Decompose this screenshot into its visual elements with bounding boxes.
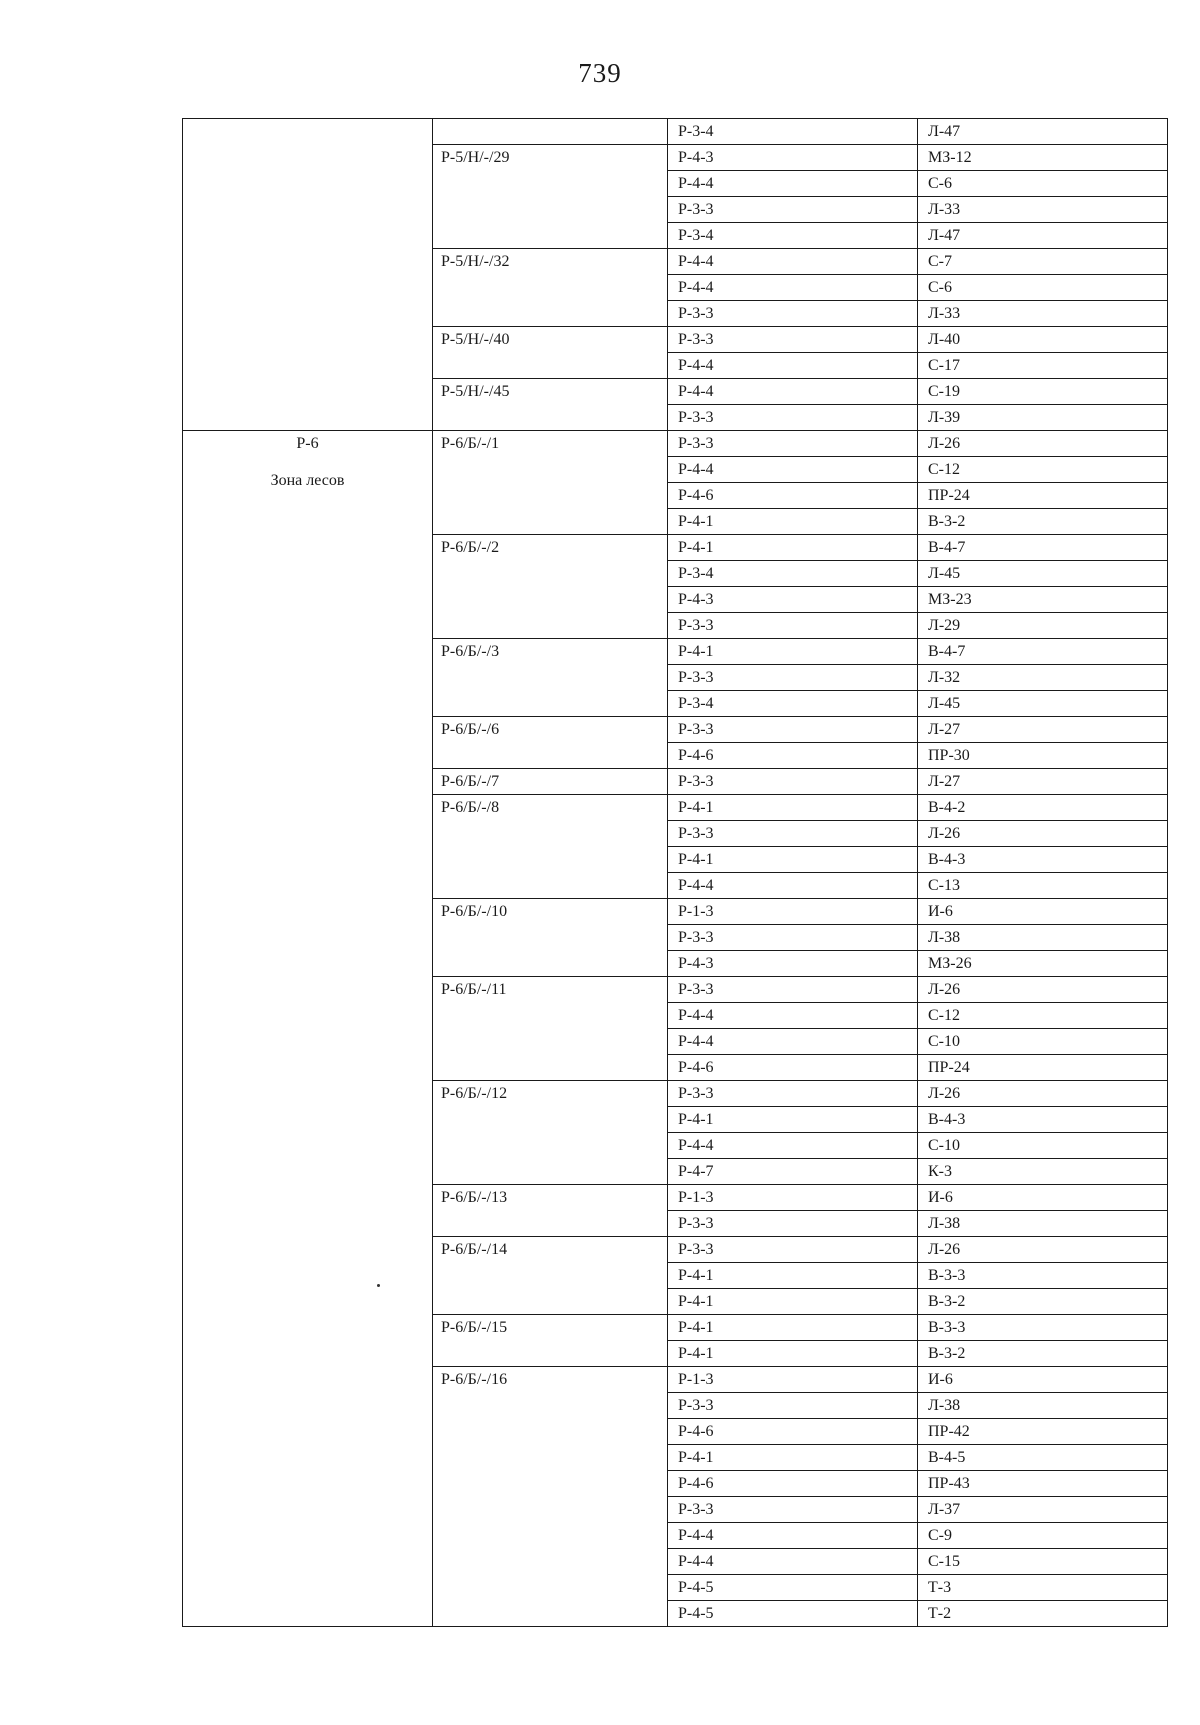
variant-code-cell: С-9	[918, 1523, 1168, 1549]
subtype-code-cell: Р-4-3	[668, 145, 918, 171]
group-code-cell: Р-6/Б/-/12	[433, 1081, 668, 1185]
subtype-code-cell: Р-3-3	[668, 405, 918, 431]
variant-code-cell: И-6	[918, 1367, 1168, 1393]
subtype-code-cell: Р-4-1	[668, 1445, 918, 1471]
variant-code-cell: Т-3	[918, 1575, 1168, 1601]
variant-code-cell: В-4-7	[918, 535, 1168, 561]
variant-code-cell: И-6	[918, 1185, 1168, 1211]
variant-code-cell: С-12	[918, 457, 1168, 483]
variant-code-cell: ПР-30	[918, 743, 1168, 769]
variant-code-cell: В-3-2	[918, 509, 1168, 535]
variant-code-cell: Л-26	[918, 821, 1168, 847]
variant-code-cell: С-17	[918, 353, 1168, 379]
subtype-code-cell: Р-3-3	[668, 665, 918, 691]
subtype-code-cell: Р-4-1	[668, 795, 918, 821]
variant-code-cell: Л-26	[918, 1237, 1168, 1263]
variant-code-cell: Л-32	[918, 665, 1168, 691]
subtype-code-cell: Р-4-4	[668, 379, 918, 405]
group-code-cell: Р-6/Б/-/15	[433, 1315, 668, 1367]
variant-code-cell: В-4-2	[918, 795, 1168, 821]
subtype-code-cell: Р-3-3	[668, 431, 918, 457]
group-code-cell: Р-5/Н/-/29	[433, 145, 668, 249]
variant-code-cell: В-4-7	[918, 639, 1168, 665]
variant-code-cell: Т-2	[918, 1601, 1168, 1627]
group-code-cell: Р-6/Б/-/3	[433, 639, 668, 717]
subtype-code-cell: Р-3-4	[668, 561, 918, 587]
variant-code-cell: В-4-3	[918, 1107, 1168, 1133]
scan-speck	[377, 1284, 380, 1287]
variant-code-cell: С-6	[918, 275, 1168, 301]
variant-code-cell: Л-33	[918, 301, 1168, 327]
subtype-code-cell: Р-4-4	[668, 873, 918, 899]
subtype-code-cell: Р-4-6	[668, 1419, 918, 1445]
group-code-cell: Р-6/Б/-/14	[433, 1237, 668, 1315]
variant-code-cell: С-10	[918, 1029, 1168, 1055]
subtype-code-cell: Р-4-6	[668, 1055, 918, 1081]
subtype-code-cell: Р-4-1	[668, 509, 918, 535]
group-code-cell: Р-6/Б/-/16	[433, 1367, 668, 1627]
subtype-code-cell: Р-3-3	[668, 327, 918, 353]
variant-code-cell: МЗ-23	[918, 587, 1168, 613]
group-code-cell: Р-6/Б/-/7	[433, 769, 668, 795]
subtype-code-cell: Р-3-3	[668, 977, 918, 1003]
subtype-code-cell: Р-4-4	[668, 1003, 918, 1029]
subtype-code-cell: Р-4-1	[668, 847, 918, 873]
variant-code-cell: Л-37	[918, 1497, 1168, 1523]
variant-code-cell: И-6	[918, 899, 1168, 925]
zone-name: Зона лесов	[270, 472, 345, 489]
subtype-code-cell: Р-3-3	[668, 1081, 918, 1107]
subtype-code-cell: Р-3-3	[668, 1393, 918, 1419]
subtype-code-cell: Р-3-3	[668, 769, 918, 795]
group-code-cell: Р-5/Н/-/45	[433, 379, 668, 431]
variant-code-cell: Л-26	[918, 977, 1168, 1003]
variant-code-cell: Л-47	[918, 119, 1168, 145]
group-code-cell: Р-6/Б/-/11	[433, 977, 668, 1081]
subtype-code-cell: Р-3-3	[668, 821, 918, 847]
table-row	[183, 119, 1168, 145]
variant-code-cell: Л-26	[918, 1081, 1168, 1107]
subtype-code-cell: Р-3-3	[668, 1211, 918, 1237]
subtype-code-cell: Р-4-1	[668, 1315, 918, 1341]
subtype-code-cell: Р-1-3	[668, 899, 918, 925]
subtype-code-cell: Р-3-4	[668, 119, 918, 145]
variant-code-cell: Л-38	[918, 1211, 1168, 1237]
variant-code-cell: Л-26	[918, 431, 1168, 457]
group-code-cell	[433, 119, 668, 145]
variant-code-cell: Л-38	[918, 1393, 1168, 1419]
variant-code-cell: Л-33	[918, 197, 1168, 223]
group-code-cell: Р-6/Б/-/6	[433, 717, 668, 769]
subtype-code-cell: Р-4-3	[668, 587, 918, 613]
subtype-code-cell: Р-4-1	[668, 535, 918, 561]
subtype-code-cell: Р-4-4	[668, 171, 918, 197]
variant-code-cell: МЗ-26	[918, 951, 1168, 977]
subtype-code-cell: Р-3-3	[668, 1237, 918, 1263]
group-code-cell: Р-5/Н/-/32	[433, 249, 668, 327]
classification-table	[182, 118, 1168, 1627]
table-body	[183, 119, 1168, 1627]
subtype-code-cell: Р-3-4	[668, 691, 918, 717]
variant-code-cell: ПР-43	[918, 1471, 1168, 1497]
table-row	[183, 431, 1168, 457]
page-number: 739	[578, 58, 622, 88]
variant-code-cell: Л-29	[918, 613, 1168, 639]
variant-code-cell: С-10	[918, 1133, 1168, 1159]
variant-code-cell: Л-39	[918, 405, 1168, 431]
variant-code-cell: ПР-24	[918, 483, 1168, 509]
subtype-code-cell: Р-4-6	[668, 743, 918, 769]
subtype-code-cell: Р-3-3	[668, 613, 918, 639]
variant-code-cell: Л-45	[918, 691, 1168, 717]
variant-code-cell: В-3-3	[918, 1263, 1168, 1289]
subtype-code-cell: Р-4-1	[668, 1107, 918, 1133]
variant-code-cell: С-19	[918, 379, 1168, 405]
subtype-code-cell: Р-3-3	[668, 717, 918, 743]
subtype-code-cell: Р-4-1	[668, 1263, 918, 1289]
group-code-cell: Р-6/Б/-/1	[433, 431, 668, 535]
subtype-code-cell: Р-4-7	[668, 1159, 918, 1185]
subtype-code-cell: Р-1-3	[668, 1185, 918, 1211]
subtype-code-cell: Р-4-1	[668, 639, 918, 665]
subtype-code-cell: Р-4-6	[668, 1471, 918, 1497]
subtype-code-cell: Р-4-4	[668, 1029, 918, 1055]
subtype-code-cell: Р-4-4	[668, 275, 918, 301]
subtype-code-cell: Р-4-4	[668, 353, 918, 379]
variant-code-cell: С-13	[918, 873, 1168, 899]
variant-code-cell: В-3-2	[918, 1341, 1168, 1367]
subtype-code-cell: Р-4-5	[668, 1601, 918, 1627]
subtype-code-cell: Р-1-3	[668, 1367, 918, 1393]
group-code-cell: Р-6/Б/-/8	[433, 795, 668, 899]
variant-code-cell: В-4-3	[918, 847, 1168, 873]
subtype-code-cell: Р-3-4	[668, 223, 918, 249]
subtype-code-cell: Р-4-4	[668, 249, 918, 275]
variant-code-cell: В-4-5	[918, 1445, 1168, 1471]
subtype-code-cell: Р-3-3	[668, 301, 918, 327]
subtype-code-cell: Р-4-4	[668, 1133, 918, 1159]
variant-code-cell: Л-47	[918, 223, 1168, 249]
variant-code-cell: С-6	[918, 171, 1168, 197]
zone-cell	[183, 431, 433, 1627]
subtype-code-cell: Р-3-3	[668, 1497, 918, 1523]
variant-code-cell: МЗ-12	[918, 145, 1168, 171]
variant-code-cell: К-3	[918, 1159, 1168, 1185]
subtype-code-cell: Р-4-4	[668, 457, 918, 483]
group-code-cell: Р-6/Б/-/2	[433, 535, 668, 639]
variant-code-cell: Л-27	[918, 717, 1168, 743]
subtype-code-cell: Р-4-4	[668, 1523, 918, 1549]
variant-code-cell: С-7	[918, 249, 1168, 275]
subtype-code-cell: Р-4-6	[668, 483, 918, 509]
variant-code-cell: С-15	[918, 1549, 1168, 1575]
subtype-code-cell: Р-3-3	[668, 925, 918, 951]
zone-cell	[183, 119, 433, 431]
group-code-cell: Р-5/Н/-/40	[433, 327, 668, 379]
variant-code-cell: В-3-2	[918, 1289, 1168, 1315]
subtype-code-cell: Р-4-1	[668, 1289, 918, 1315]
variant-code-cell: Л-45	[918, 561, 1168, 587]
zone-code: Р-6	[296, 435, 319, 452]
group-code-cell: Р-6/Б/-/13	[433, 1185, 668, 1237]
variant-code-cell: Л-27	[918, 769, 1168, 795]
variant-code-cell: В-3-3	[918, 1315, 1168, 1341]
subtype-code-cell: Р-3-3	[668, 197, 918, 223]
group-code-cell: Р-6/Б/-/10	[433, 899, 668, 977]
variant-code-cell: Л-40	[918, 327, 1168, 353]
variant-code-cell: Л-38	[918, 925, 1168, 951]
variant-code-cell: ПР-24	[918, 1055, 1168, 1081]
variant-code-cell: С-12	[918, 1003, 1168, 1029]
subtype-code-cell: Р-4-4	[668, 1549, 918, 1575]
subtype-code-cell: Р-4-1	[668, 1341, 918, 1367]
subtype-code-cell: Р-4-5	[668, 1575, 918, 1601]
variant-code-cell: ПР-42	[918, 1419, 1168, 1445]
subtype-code-cell: Р-4-3	[668, 951, 918, 977]
